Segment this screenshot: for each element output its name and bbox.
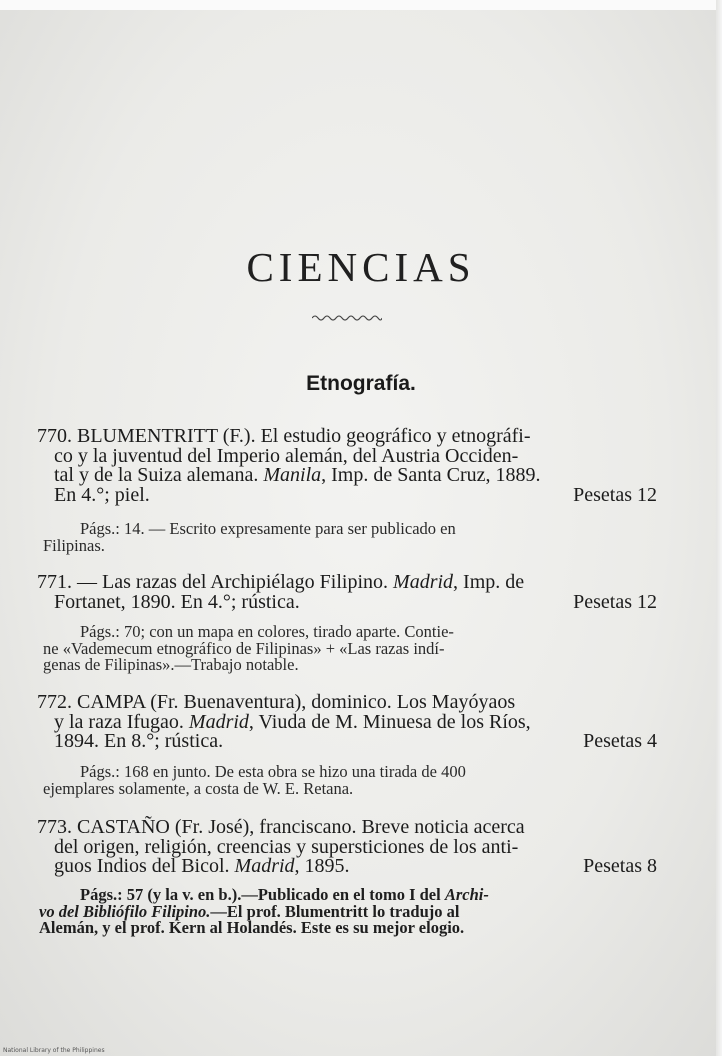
entry-line <box>37 857 657 877</box>
entry-line <box>37 818 657 838</box>
entry-770 <box>37 427 657 505</box>
entry-text: co y la juventud del Imperio alemán, del Austria Occiden- <box>54 444 519 467</box>
entry-text: , Viuda de M. Minuesa de los Ríos, <box>248 710 531 733</box>
page-right-edge <box>716 0 722 1056</box>
entry-place: Madrid <box>234 855 295 877</box>
note-line: Alemán, y el prof. Kern al Holandés. Este es su mejor elogio. <box>39 918 465 937</box>
entry-771 <box>37 573 657 612</box>
entry-text: tal y de la Suiza alemana. <box>54 464 264 486</box>
wavy-ornament-divider <box>312 312 382 324</box>
entry-773-note <box>39 885 657 937</box>
entry-format: En 4.°; piel. <box>54 483 150 506</box>
entry-format: Fortanet, 1890. En 4.°; rústica. <box>54 590 300 613</box>
entry-text: , 1895. <box>294 855 350 877</box>
library-stamp: National Library of the Philippines <box>3 1047 105 1054</box>
entry-text: BLUMENTRITT (F.). El estudio geográfico y etnográfi- <box>77 425 531 447</box>
entry-price: Pesetas 4 <box>583 730 657 752</box>
entry-place: Madrid <box>393 571 454 593</box>
note-line: Págs.: 168 en junto. De esta obra se hizo una tirada de 400 <box>80 762 466 781</box>
entry-price: Pesetas 12 <box>573 483 657 506</box>
entry-772-note <box>43 762 657 798</box>
entry-price: Pesetas 12 <box>573 590 657 613</box>
subsection-title: Etnografía. <box>306 372 416 395</box>
entry-line <box>37 573 657 593</box>
entry-number: 770. <box>37 425 72 447</box>
journal-title: Archi- <box>444 885 489 904</box>
entry-place: Manila <box>263 464 322 486</box>
entry-text: CASTAÑO (Fr. José), franciscano. Breve noticia acerca <box>72 816 525 838</box>
entry-number: 772. <box>37 691 72 713</box>
entry-text: y la raza Ifugao. <box>54 710 189 733</box>
entry-line <box>37 466 657 486</box>
entry-text: , Imp. de <box>453 571 525 593</box>
entry-text: , Imp. de Santa Cruz, 1889. <box>321 464 541 486</box>
note-line: ne «Vademecum etnográfico de Filipinas» + «Las razas indí- <box>43 638 445 658</box>
note-line: genas de Filipinas».—Trabajo notable. <box>43 655 299 674</box>
entry-text: CAMPA (Fr. Buenaventura), dominico. Los Mayóyaos <box>72 691 516 713</box>
entry-format: 1894. En 8.°; rústica. <box>54 730 224 752</box>
note-line: Págs.: 14. — Escrito expresamente para ser publicado en <box>80 519 456 538</box>
entry-price: Pesetas 8 <box>583 855 657 877</box>
page-top-edge <box>0 0 722 10</box>
section-title: CIENCIAS <box>246 244 476 290</box>
entry-773 <box>37 818 657 877</box>
note-line: ejemplares solamente, a costa de W. E. Retana. <box>43 778 354 798</box>
entry-number: 771. <box>37 571 72 593</box>
entry-text: guos Indios del Bicol. <box>54 855 235 877</box>
note-line: Filipinas. <box>43 535 105 555</box>
entry-number: 773. <box>37 816 72 838</box>
entry-line <box>37 590 657 613</box>
note-text: —El prof. Blumentritt lo tradujo al <box>210 901 460 921</box>
note-line: Págs.: 70; con un mapa en colores, tirado aparte. Contie- <box>80 622 454 641</box>
entry-place: Madrid <box>188 710 249 733</box>
entry-text: — Las razas del Archipiélago Filipino. <box>72 571 394 593</box>
journal-title: vo del Bibliófilo Filipino. <box>39 901 211 921</box>
entry-line: del origen, religión, creencias y supersticiones de los anti- <box>54 835 519 858</box>
entry-line <box>37 483 657 506</box>
entry-770-note <box>43 519 657 555</box>
entry-772 <box>37 693 657 752</box>
entry-771-note <box>43 622 657 674</box>
entry-line <box>37 732 657 752</box>
note-text: Págs.: 57 (y la v. en b.).—Publicado en el tomo I del <box>80 885 445 904</box>
